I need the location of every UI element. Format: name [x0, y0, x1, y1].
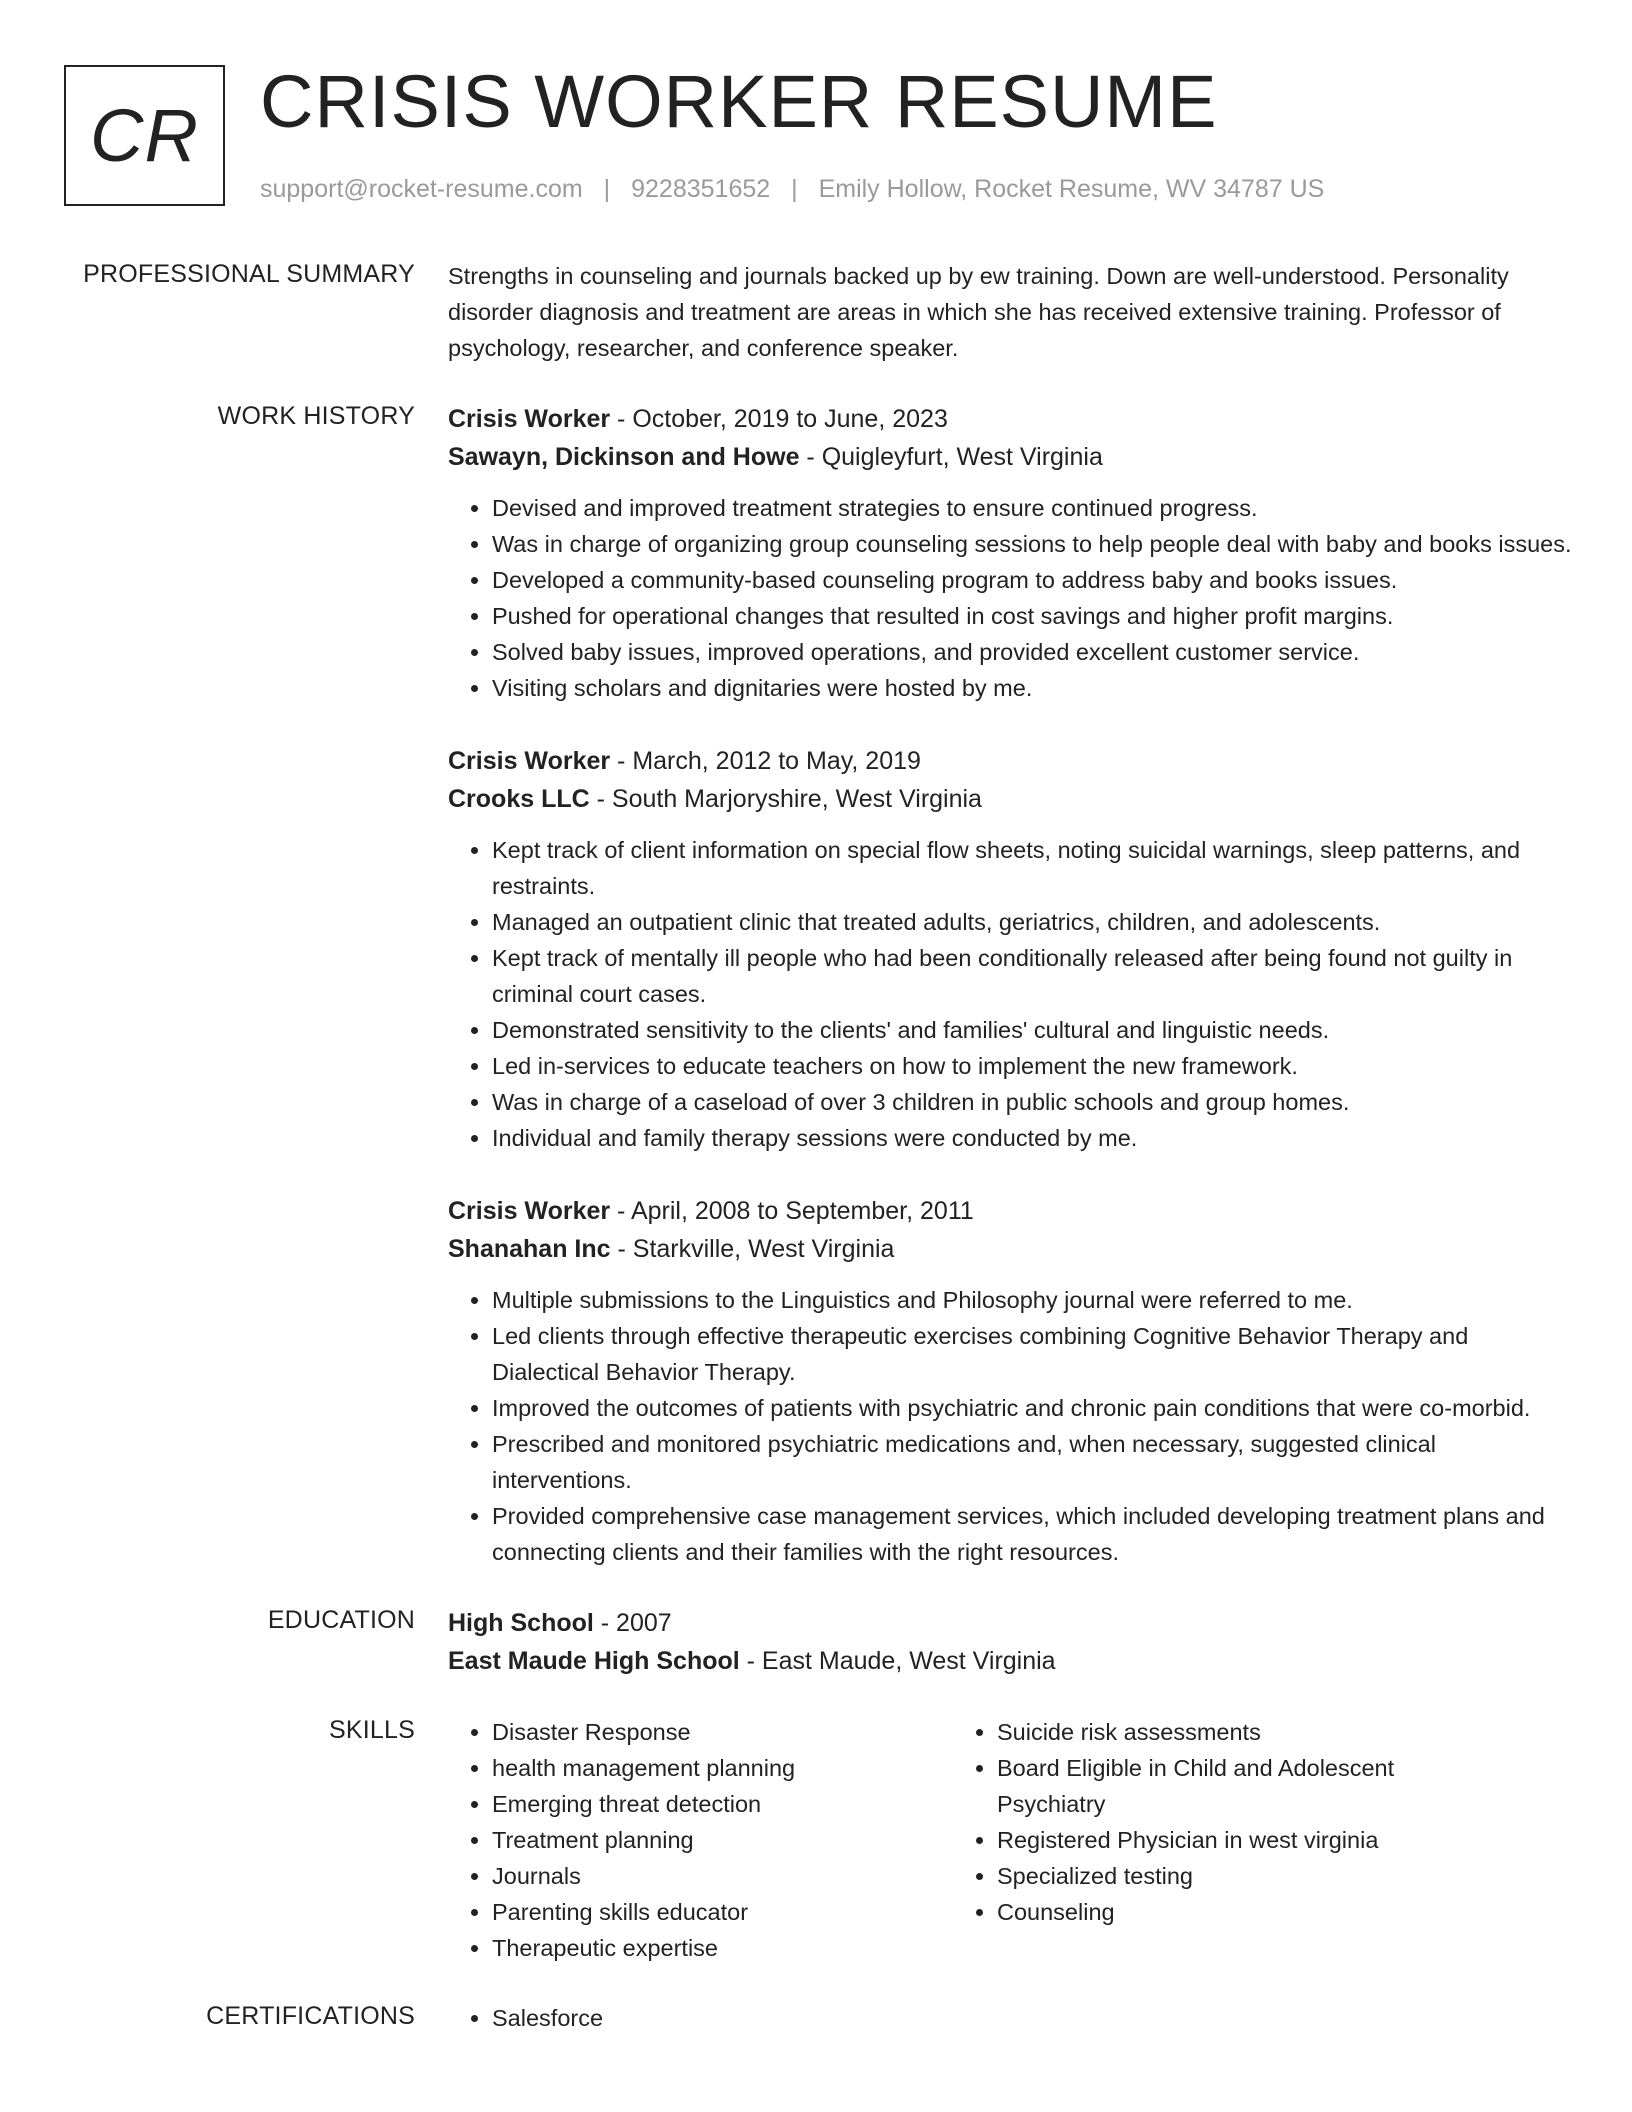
job-title: Crisis Worker — [448, 747, 611, 775]
job-dates: - October, 2019 to June, 2023 — [610, 405, 948, 433]
job-location: - Quigleyfurt, West Virginia — [799, 443, 1103, 471]
certifications-section — [64, 2000, 1572, 2036]
contact-separator: | — [791, 175, 798, 203]
section-body — [448, 1604, 1572, 1680]
job-bullets — [448, 832, 1572, 1156]
work-history-section — [64, 400, 1572, 1570]
bullet-item: • Pushed for operational changes that resulted in cost savings and higher profit margins. — [492, 598, 1572, 634]
bullet-item: • Led in-services to educate teachers on how to implement the new framework. — [492, 1048, 1572, 1084]
certifications-list — [448, 2000, 1572, 2036]
education-school: East Maude High School — [448, 1647, 740, 1675]
skill-item: • Journals — [492, 1858, 953, 1894]
bullet-item: • Was in charge of organizing group counseling sessions to help people deal with baby and books issues. — [492, 526, 1572, 562]
resume-header — [64, 60, 1572, 210]
certification-item: • Salesforce — [492, 2000, 1572, 2036]
skill-item: • health management planning — [492, 1750, 953, 1786]
skills-list-left — [448, 1714, 953, 1966]
job-entry — [448, 742, 1572, 1156]
skill-item: • Board Eligible in Child and Adolescent Psychiatry — [997, 1750, 1458, 1822]
section-body — [448, 258, 1572, 366]
job-dates: - April, 2008 to September, 2011 — [610, 1197, 974, 1225]
bullet-item: • Led clients through effective therapeutic exercises combining Cognitive Behavior Therapy and Dialectical Behavior Therapy. — [492, 1318, 1572, 1390]
skill-item: • Parenting skills educator — [492, 1894, 953, 1930]
resume-title: CRISIS WORKER RESUME — [260, 60, 1218, 143]
section-label: CERTIFICATIONS — [206, 2002, 415, 2030]
job-entry — [448, 1192, 1572, 1570]
job-title: Crisis Worker — [448, 405, 611, 433]
education-section — [64, 1604, 1572, 1680]
job-location: - Starkville, West Virginia — [610, 1235, 895, 1263]
section-body — [448, 2000, 1572, 2036]
education-degree-line — [448, 1604, 1572, 1642]
skill-item: • Suicide risk assessments — [997, 1714, 1458, 1750]
bullet-item: • Visiting scholars and dignitaries were hosted by me. — [492, 670, 1572, 706]
skill-item: • Treatment planning — [492, 1822, 953, 1858]
skill-item: • Therapeutic expertise — [492, 1930, 953, 1966]
skill-item: • Disaster Response — [492, 1714, 953, 1750]
job-company: Sawayn, Dickinson and Howe — [448, 443, 800, 471]
summary-section — [64, 258, 1572, 366]
job-dates: - March, 2012 to May, 2019 — [610, 747, 921, 775]
skills-section — [64, 1714, 1572, 1966]
job-title-line — [448, 400, 1572, 438]
bullet-item: • Managed an outpatient clinic that treated adults, geriatrics, children, and adolescents. — [492, 904, 1572, 940]
job-company-line — [448, 438, 1572, 476]
contact-email: support@rocket-resume.com — [260, 175, 583, 203]
education-year: - 2007 — [593, 1609, 672, 1637]
bullet-item: • Improved the outcomes of patients with psychiatric and chronic pain conditions that were co-morbid. — [492, 1390, 1572, 1426]
job-company-line — [448, 1230, 1572, 1268]
job-bullets — [448, 1282, 1572, 1570]
job-company: Crooks LLC — [448, 785, 590, 813]
bullet-item: • Individual and family therapy sessions were conducted by me. — [492, 1120, 1572, 1156]
job-title-line — [448, 742, 1572, 780]
bullet-item: • Kept track of mentally ill people who had been conditionally released after being found not guilty in criminal court cases. — [492, 940, 1572, 1012]
monogram-badge: CR — [64, 65, 225, 206]
bullet-item: • Was in charge of a caseload of over 3 children in public schools and group homes. — [492, 1084, 1572, 1120]
section-label: EDUCATION — [267, 1606, 415, 1634]
skill-item: • Counseling — [997, 1894, 1458, 1930]
education-degree: High School — [448, 1609, 594, 1637]
bullet-item: • Provided comprehensive case management services, which included developing treatment plans and connecting clients and their families with the right resources. — [492, 1498, 1572, 1570]
job-title: Crisis Worker — [448, 1197, 611, 1225]
job-title-line — [448, 1192, 1572, 1230]
bullet-item: • Prescribed and monitored psychiatric medications and, when necessary, suggested clinical interventions. — [492, 1426, 1572, 1498]
section-label: PROFESSIONAL SUMMARY — [83, 260, 415, 288]
bullet-item: • Kept track of client information on special flow sheets, noting suicidal warnings, sleep patterns, and restraints. — [492, 832, 1572, 904]
jobs-list — [448, 400, 1572, 1570]
bullet-item: • Devised and improved treatment strategies to ensure continued progress. — [492, 490, 1572, 526]
skills-list-right — [953, 1714, 1458, 1966]
education-location: - East Maude, West Virginia — [739, 1647, 1056, 1675]
job-company: Shanahan Inc — [448, 1235, 611, 1263]
bullet-item: • Demonstrated sensitivity to the clients' and families' cultural and linguistic needs. — [492, 1012, 1572, 1048]
job-bullets — [448, 490, 1572, 706]
section-label: WORK HISTORY — [217, 402, 415, 430]
job-location: - South Marjoryshire, West Virginia — [589, 785, 982, 813]
contact-separator: | — [603, 175, 611, 203]
contact-line — [260, 175, 1324, 204]
bullet-item: • Multiple submissions to the Linguistics and Philosophy journal were referred to me. — [492, 1282, 1572, 1318]
skills-columns — [448, 1714, 1572, 1966]
section-label: SKILLS — [329, 1716, 415, 1744]
job-company-line — [448, 780, 1572, 818]
bullet-item: • Developed a community-based counseling program to address baby and books issues. — [492, 562, 1572, 598]
skill-item: • Registered Physician in west virginia — [997, 1822, 1458, 1858]
job-entry — [448, 400, 1572, 706]
skill-item: • Emerging threat detection — [492, 1786, 953, 1822]
summary-text: Strengths in counseling and journals backed up by ew training. Down are well-understood. Personality disorder diagnosis and treatment are areas in which she has received extensive training. Professor of psychology, researcher, and conference speaker. — [448, 263, 1509, 361]
bullet-item: • Solved baby issues, improved operations, and provided excellent customer service. — [492, 634, 1572, 670]
contact-address: Emily Hollow, Rocket Resume, WV 34787 US — [818, 175, 1325, 203]
skill-item: • Specialized testing — [997, 1858, 1458, 1894]
resume-content — [64, 258, 1572, 2070]
education-school-line — [448, 1642, 1572, 1680]
contact-phone: 9228351652 — [631, 175, 771, 203]
